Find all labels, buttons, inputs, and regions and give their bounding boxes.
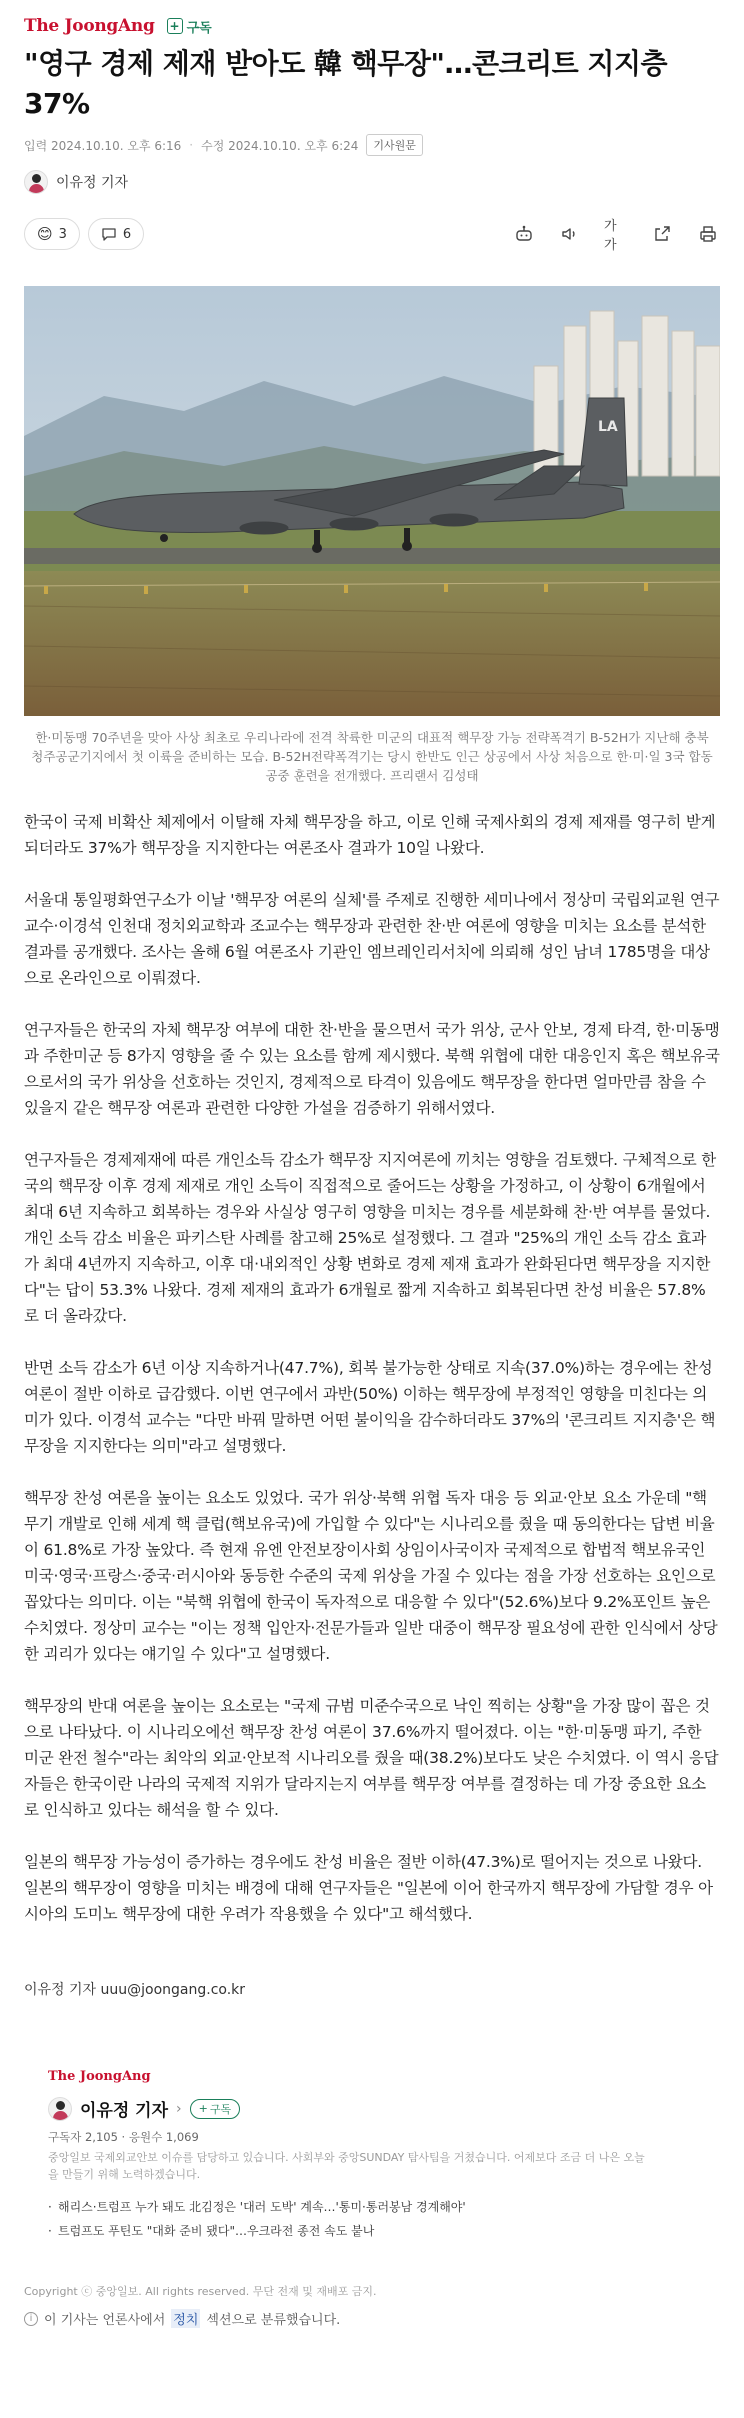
card-related-links: [48, 2195, 720, 2243]
chevron-right-icon[interactable]: ›: [176, 2100, 182, 2117]
article-body: [24, 809, 720, 1927]
card-description: 중앙일보 국제외교안보 이슈를 담당하고 있습니다. 사회부와 중앙SUNDAY 탐사팀을 거쳤습니다. 어제보다 조금 더 나은 오늘을 만들기 위해 노력하겠습니다.: [48, 2151, 645, 2181]
author-name: 이유정 기자: [56, 175, 129, 191]
article-paragraph: 반면 소득 감소가 6년 이상 지속하거나(47.7%), 회복 불가능한 상태로 지속(37.0%)하는 경우에는 찬성 여론이 절반 이하로 급감했다. 이번 연구에서 과반(50%) 이하는 핵무장에 부정적인 영향을 미친다는 의미가 있다. 이경석 교수는 "다만 바꿔 말하면 어떤 불이익을 감수하더라도 37%의 '콘크리트 지지층'은 핵무장을 지지한다는 의미"라고 설명했다.: [24, 1359, 716, 1455]
photo-caption: 한·미동맹 70주년을 맞아 사상 최초로 우리나라에 전격 착륙한 미군의 대표적 핵무장 가능 전략폭격기 B-52H가 지난해 충북 청주공군기지에서 첫 이륙을 준비하는 모습. B-52H전략폭격기는 당시 한반도 인근 상공에서 사상 처음으로 한·미·일 3국 합동 공중 훈련을 전개했다. 프리랜서 김성태: [31, 730, 713, 783]
font-size-button[interactable]: 가가: [604, 219, 617, 253]
article-paragraph: 연구자들은 경제제재에 따른 개인소득 감소가 핵무장 지지여론에 끼치는 영향을 검토했다. 구체적으로 한국의 핵무장 이후 경제 제재로 개인 소득이 직접적으로 줄어드는 상황을 가정하고, 이 상황이 6개월에서 최대 6년 지속하고 회복하는 경우와 사실상 영구히 영향을 미치는 경우를 세분화해 찬·반 여부를 물었다. 개인 소득 감소 비율은 파키스탄 사례를 참고해 25%로 설정했다. 그 결과 "25%의 개인 소득 감소 효과가 최대 4년까지 지속하고, 이후 대·내외적인 상황 변화로 경제 제재 효과가 완화된다면 핵무장을 지지한다"는 답이 53.3% 나왔다. 경제 제재의 효과가 6개월로 짧게 지속하고 회복된다면 찬성 비율은 57.8%로 더 올라갔다.: [24, 1151, 716, 1325]
reaction-pills: [24, 218, 144, 250]
article-paragraph: 서울대 통일평화연구소가 이날 '핵무장 여론의 실체'를 주제로 진행한 세미나에서 정상미 국립외교원 연구교수·이경석 인천대 정치외교학과 조교수는 핵무장과 관련한 찬·반 여론에 영향을 미치는 요소를 분석한 결과를 공개했다. 조사는 올해 6월 여론조사 기관인 엠브레인리서치에 의뢰해 성인 남녀 1785명을 대상으로 온라인으로 이뤄졌다.: [24, 891, 720, 987]
card-author-name[interactable]: 이유정 기자: [80, 2101, 169, 2121]
card-press-logo: The JoongAng: [48, 2069, 151, 2084]
reaction-count: 3: [58, 226, 67, 242]
subscribe-button[interactable]: [167, 17, 212, 36]
related-article-link[interactable]: · 트럼프도 푸틴도 "대화 준비 됐다"…우크라전 종전 속도 붙나: [48, 2219, 720, 2243]
section-link[interactable]: 정치: [171, 2309, 200, 2328]
article-paragraph: 연구자들은 한국의 자체 핵무장 여부에 대한 찬·반을 물으면서 국가 위상, 군사 안보, 경제 타격, 한·미동맹과 주한미군 등 8가지 영향을 줄 수 있는 요소를 함께 제시했다. 북핵 위협에 대한 대응인지 혹은 핵보유국으로서의 국가 위상을 선호하는 것인지, 경제적으로 타격이 있음에도 핵무장을 한다면 얼마만큼 참을 수 있을지 같은 핵무장 여론과 관련한 다양한 가설을 검증하기 위해서였다.: [24, 1021, 720, 1117]
meta-separator: ·: [189, 138, 194, 152]
reaction-button[interactable]: [24, 218, 80, 250]
comment-button[interactable]: [88, 218, 144, 250]
article-byline: 이유정 기자 uuu@joongang.co.kr: [24, 1982, 246, 1998]
section-suffix: 섹션으로 분류했습니다.: [206, 2313, 341, 2328]
article-paragraph: 일본의 핵무장 가능성이 증가하는 경우에도 찬성 비율은 절반 이하(47.3%)로 떨어지는 것으로 나왔다. 일본의 핵무장이 영향을 미치는 배경에 대해 연구자들은 "일본에 이어 한국까지 핵무장에 가담할 경우 아시아의 도미노 핵무장에 대한 우려가 작용했을 수 있다"고 해석했다.: [24, 1853, 713, 1923]
author-avatar: [24, 170, 48, 194]
section-prefix: 이 기사는 언론사에서: [44, 2313, 166, 2328]
action-bar: [24, 216, 720, 252]
bot-icon: [514, 224, 534, 244]
original-article-button[interactable]: 기사원문: [366, 134, 423, 156]
article-paragraph: 한국이 국제 비확산 체제에서 이탈해 자체 핵무장을 하고, 이로 인해 국제사회의 경제 제재를 영구히 받게 되더라도 37%가 핵무장을 지지한다는 여론조사 결과가 10일 나왔다.: [24, 813, 716, 857]
listen-button[interactable]: [558, 222, 582, 246]
card-author-head: [48, 2096, 720, 2121]
article-tools: [512, 219, 720, 253]
article-paragraph: 핵무장의 반대 여론을 높이는 요소로는 "국제 규범 미준수국으로 낙인 찍히는 상황"을 가장 많이 꼽은 것으로 나타났다. 이 시나리오에선 핵무장 찬성 여론이 37.6%까지 떨어졌다. 이는 "한·미동맹 파기, 주한 미군 완전 철수"라는 최악의 외교·안보적 시나리오를 줬을 때(38.2%)보다도 낮은 수치였다. 이 역시 응답자들은 한국이란 나라의 국제적 지위가 달라지는지 여부를 핵무장 여부를 결정하는 데 가장 중요한 요소로 인식하고 있다는 해석을 할 수 있다.: [24, 1697, 719, 1819]
plus-icon: +: [167, 18, 183, 34]
print-button[interactable]: [696, 222, 720, 246]
b52-bomber-photo: [24, 286, 720, 716]
subscribe-label: 구독: [186, 20, 212, 36]
plus-icon: +: [198, 2102, 208, 2115]
print-icon: [698, 224, 718, 244]
modified-date: 수정 2024.10.10. 오후 6:24: [201, 138, 359, 153]
summary-button[interactable]: [512, 222, 536, 246]
info-icon: i: [24, 2312, 38, 2326]
author-card: [24, 2069, 720, 2243]
card-stats: 구독자 2,105 · 응원수 1,069: [48, 2130, 199, 2144]
author-row[interactable]: [24, 170, 720, 194]
card-subscribe-label: 구독: [209, 2102, 232, 2116]
press-logo[interactable]: The JoongAng: [24, 16, 155, 36]
article-paragraph: 핵무장 찬성 여론을 높이는 요소도 있었다. 국가 위상·북핵 위협 독자 대응 등 외교·안보 요소 가운데 "핵무기 개발로 인해 세계 핵 클럽(핵보유국)에 가입할 수 있다"는 시나리오를 줬을 때 동의한다는 답변 비율이 61.8%로 가장 높았다. 즉 현재 유엔 안전보장이사회 상임이사국이자 국제적으로 합법적 핵보유국인 미국·영국·프랑스·중국·러시아와 동등한 수준의 국제 위상을 가질 수 있다는 점을 가장 선호하는 요인으로 꼽았다는 의미다. 이는 "북핵 위협에 한국이 독자적으로 대응할 수 있다"(52.6%)보다 9.2%포인트 높은 수치였다. 정상미 교수는 "이는 정책 입안자·전문가들과 일반 대중이 핵무장 필요성에 관한 인식에서 상당한 괴리가 있다는 얘기일 수 있다"고 설명했다.: [24, 1489, 718, 1663]
article-title: "영구 경제 제재 받아도 韓 핵무장"…콘크리트 지지층 37%: [24, 47, 668, 120]
top-bar: [24, 0, 720, 40]
card-author-avatar: [48, 2097, 72, 2121]
published-date: 입력 2024.10.10. 오후 6:16: [24, 138, 182, 153]
share-icon: [652, 224, 672, 244]
comment-count: 6: [122, 226, 132, 242]
share-button[interactable]: [650, 222, 674, 246]
related-article-link[interactable]: · 해리스·트럼프 누가 돼도 北김정은 '대러 도박' 계속…'통미·통러봉남 경계해야': [48, 2195, 720, 2219]
emoji-icon: 😊: [37, 225, 53, 243]
section-note: [24, 2309, 720, 2328]
article-meta: [24, 134, 720, 156]
copyright-notice: Copyright ⓒ 중앙일보. All rights reserved. 무단 전재 및 재배포 금지.: [24, 2285, 377, 2298]
card-subscribe-button[interactable]: [190, 2099, 240, 2119]
comment-icon: [101, 226, 117, 242]
article-photo[interactable]: [24, 286, 720, 716]
tail-marking: LA: [598, 419, 618, 435]
speaker-icon: [560, 224, 580, 244]
